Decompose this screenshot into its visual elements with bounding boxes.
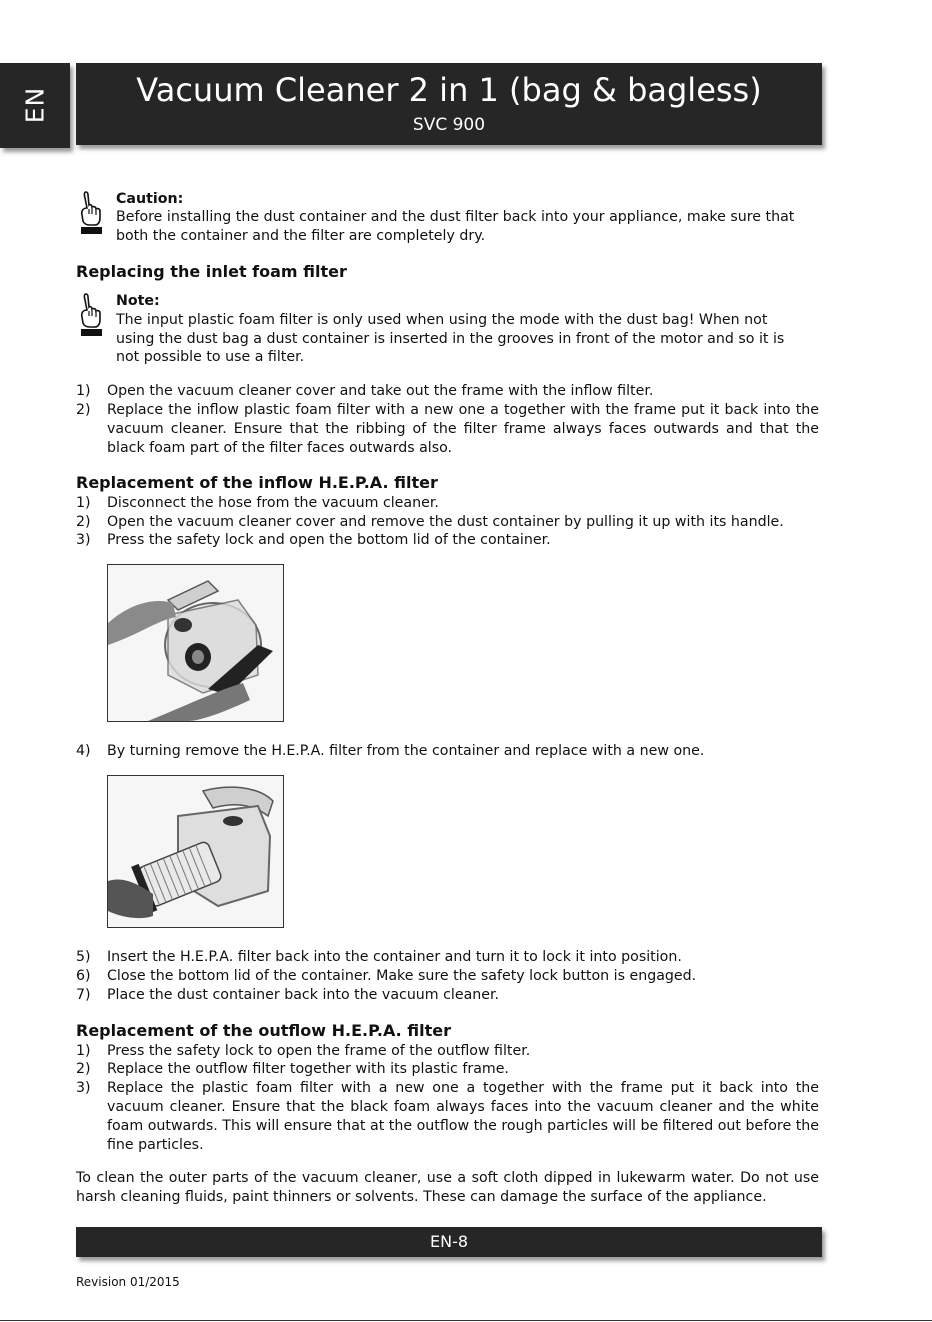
bottom-divider xyxy=(0,1320,932,1321)
revision-label: Revision 01/2015 xyxy=(76,1275,180,1289)
step-number: 2) xyxy=(76,514,91,530)
step-number: 5) xyxy=(76,949,91,965)
step-text: Open the vacuum cleaner cover and remove the dust container by pulling it up with its handle. xyxy=(107,514,784,530)
section-heading: Replacement of the inflow H.E.P.A. filter xyxy=(76,473,438,492)
step-number: 3) xyxy=(76,532,91,548)
caution-label: Caution: xyxy=(116,191,184,207)
step-text: Replace the outflow filter together with its plastic frame. xyxy=(107,1061,509,1077)
step-text: Open the vacuum cleaner cover and take out the frame with the inflow filter. xyxy=(107,383,654,399)
caution-line: both the container and the filter are completely dry. xyxy=(116,228,486,244)
page-number: EN-8 xyxy=(429,1232,469,1251)
step-text: Close the bottom lid of the container. Make sure the safety lock button is engaged. xyxy=(107,968,697,984)
hepa-filter-photo xyxy=(107,775,284,928)
step-text: Press the safety lock to open the frame of the outflow filter. xyxy=(107,1043,531,1059)
cleaning-instructions: To clean the outer parts of the vacuum cleaner, use a soft cloth dipped in lukewarm water. Do not use harsh cleaning fluids, paint thinners or solvents. These can damage the surface of the appliance. xyxy=(76,1170,819,1205)
step-number: 1) xyxy=(76,383,91,399)
step-text: Press the safety lock and open the bottom lid of the container. xyxy=(107,532,551,548)
section-heading: Replacement of the outflow H.E.P.A. filter xyxy=(76,1021,451,1040)
page-footer xyxy=(76,1227,822,1257)
step-number: 1) xyxy=(76,495,91,511)
step-number: 1) xyxy=(76,1043,91,1059)
step-number: 6) xyxy=(76,968,91,984)
pointing-hand-icon xyxy=(78,292,104,338)
container-photo xyxy=(107,564,284,722)
model-number: SVC 900 xyxy=(412,115,486,135)
step-text: Insert the H.E.P.A. filter back into the container and turn it to lock it into position. xyxy=(107,949,682,965)
language-label: EN xyxy=(20,86,50,124)
section-heading: Replacing the inlet foam filter xyxy=(76,262,347,281)
note-line: not possible to use a filter. xyxy=(116,349,305,365)
step-text: Place the dust container back into the vacuum cleaner. xyxy=(107,987,500,1003)
step-text: Disconnect the hose from the vacuum cleaner. xyxy=(107,495,439,511)
step-text: Replace the plastic foam filter with a new one a together with the frame put it back into the vacuum cleaner. Ensure that the black foam always faces into the vacuum cleaner and the white foam outwards. This will ensure that at the outflow the rough particles will be filtered out before the fine particles. xyxy=(107,1080,819,1153)
step-text: Replace the inflow plastic foam filter with a new one a together with the frame put it back into the vacuum cleaner. Ensure that the ribbing of the filter frame always faces outwards and that the black foam part of the filter faces outwards also. xyxy=(107,402,819,456)
step-text: By turning remove the H.E.P.A. filter from the container and replace with a new one. xyxy=(107,743,705,759)
step-number: 2) xyxy=(76,1061,91,1077)
pointing-hand-icon xyxy=(78,190,104,236)
note-line: The input plastic foam filter is only used when using the mode with the dust bag! When not xyxy=(116,312,768,328)
page-header xyxy=(76,63,822,145)
caution-line: Before installing the dust container and the dust filter back into your appliance, make sure that xyxy=(116,209,795,225)
page-title: Vacuum Cleaner 2 in 1 (bag & bagless) xyxy=(136,71,762,109)
note-label: Note: xyxy=(116,293,160,309)
note-line: using the dust bag a dust container is inserted in the grooves in front of the motor and so it is xyxy=(116,331,785,347)
step-number: 7) xyxy=(76,987,91,1003)
step-number: 4) xyxy=(76,743,91,759)
language-tab xyxy=(0,63,70,148)
step-number: 3) xyxy=(76,1080,91,1096)
step-number: 2) xyxy=(76,402,91,418)
